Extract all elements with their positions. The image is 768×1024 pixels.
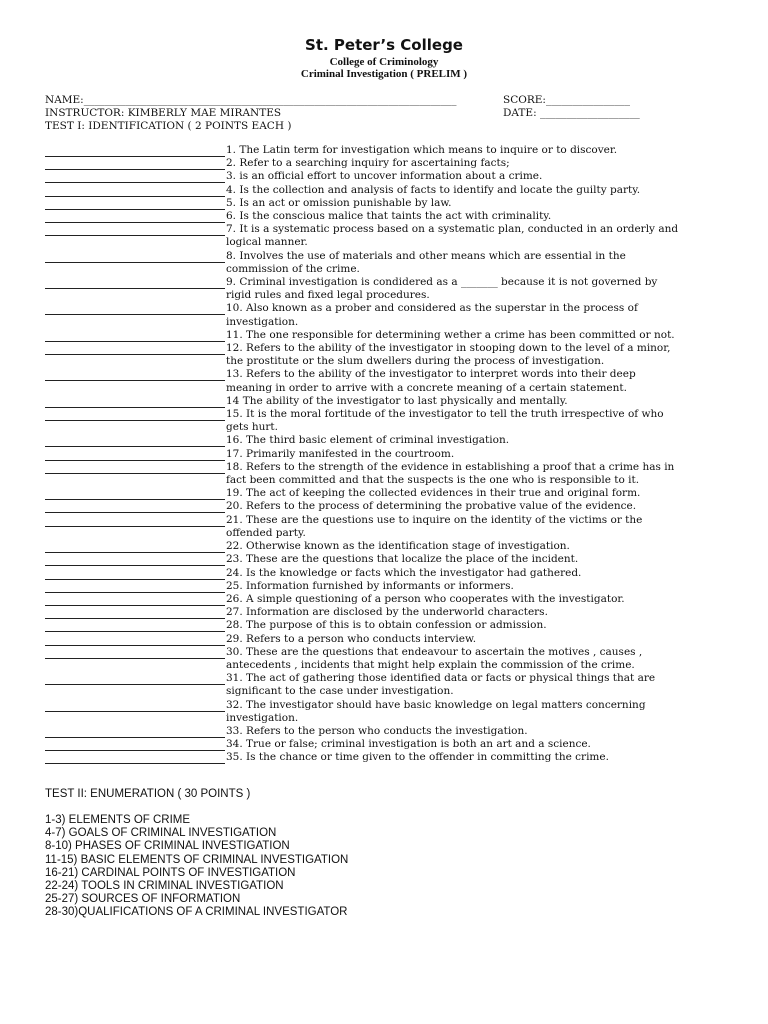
answer-blank[interactable] (45, 738, 225, 751)
answer-blank[interactable] (45, 197, 225, 210)
question-text: 11. The one responsible for determining wether a crime has been committed or not. (226, 328, 675, 341)
question-item (45, 580, 735, 593)
enumeration-item: 11-15) BASIC ELEMENTS OF CRIMINAL INVESTIGATION (45, 853, 349, 866)
answer-blank[interactable] (45, 580, 225, 593)
answer-blank[interactable] (45, 540, 225, 553)
question-item (45, 738, 735, 751)
name-row (45, 94, 725, 106)
question-text: 16. The third basic element of criminal investigation. (226, 434, 510, 447)
question-text: 33. Refers to the person who conducts the investigation. (226, 724, 528, 737)
enumeration-item: 8-10) PHASES OF CRIMINAL INVESTIGATION (45, 840, 290, 853)
question-item (45, 395, 735, 408)
enumeration-item: 1-3) ELEMENTS OF CRIME (45, 814, 191, 826)
question-text: 15. It is the moral fortitude of the investigator to tell the truth irrespective of who gets hurt. (226, 408, 664, 434)
answer-blank[interactable] (45, 184, 225, 197)
answer-blank[interactable] (45, 461, 225, 474)
question-text: 6. Is the conscious malice that taints the act with criminality. (226, 210, 552, 223)
question-item (45, 514, 735, 540)
question-item (45, 157, 735, 170)
question-item (45, 210, 735, 223)
enumeration-item: 16-21) CARDINAL POINTS OF INVESTIGATION (45, 866, 296, 879)
question-text: 34. True or false; criminal investigation is both an art and a science. (226, 738, 591, 751)
question-item (45, 144, 735, 157)
answer-blank[interactable] (45, 329, 225, 342)
question-text: 20. Refers to the process of determining the probative value of the evidence. (226, 500, 637, 513)
answer-blank[interactable] (45, 434, 225, 447)
answer-blank[interactable] (45, 487, 225, 500)
question-text: 9. Criminal investigation is condidered as a _______ because it is not governed by rigid rules and fixed legal procedures. (226, 276, 658, 302)
question-text: 35. Is the chance or time given to the offender in committing the crime. (226, 751, 609, 764)
question-text: 22. Otherwise known as the identification stage of investigation. (226, 540, 570, 553)
question-item (45, 408, 735, 434)
question-text: 4. Is the collection and analysis of facts to identify and locate the guilty party. (226, 183, 641, 196)
question-item (45, 487, 735, 500)
question-item (45, 276, 735, 302)
question-text: 7. It is a systematic process based on a systematic plan, conducted in an orderly and logical manner. (226, 223, 679, 249)
question-text: 1. The Latin term for investigation which means to inquire or to discover. (226, 144, 618, 156)
question-item (45, 448, 735, 461)
question-text: 5. Is an act or omission punishable by law. (226, 196, 452, 209)
answer-blank[interactable] (45, 567, 225, 580)
question-text: 25. Information furnished by informants or informers. (226, 579, 514, 592)
question-item (45, 184, 735, 197)
question-text: 19. The act of keeping the collected evidences in their true and original form. (226, 487, 641, 500)
enumeration-list (45, 814, 348, 920)
question-text: 18. Refers to the strength of the evidence in establishing a proof that a crime has in fact been committed and that the suspects is the one who is responsible to it. (226, 460, 675, 487)
answer-blank[interactable] (45, 144, 225, 157)
question-text: 24. Is the knowledge or facts which the investigator had gathered. (226, 566, 582, 579)
question-text: 32. The investigator should have basic knowledge on legal matters concerning investigation. (226, 698, 646, 724)
question-text: 30. These are the questions that endeavour to ascertain the motives , causes , antecedents , incidents that might help explain the commission of the crime. (226, 645, 643, 671)
question-item (45, 725, 735, 738)
question-text: 27. Information are disclosed by the underworld characters. (226, 606, 548, 619)
enumeration-item: 25-27) SOURCES OF INFORMATION (45, 893, 241, 906)
question-text: 8. Involves the use of materials and other means which are essential in the commission of the crime. (226, 249, 626, 275)
question-item (45, 672, 735, 698)
answer-blank[interactable] (45, 342, 225, 355)
college-name: College of Criminology (329, 56, 439, 68)
test1-heading: TEST I: IDENTIFICATION ( 2 POINTS EACH ) (45, 120, 292, 132)
answer-blank[interactable] (45, 514, 225, 527)
question-item (45, 368, 735, 394)
question-text: 28. The purpose of this is to obtain confession or admission. (226, 619, 547, 632)
answer-blank[interactable] (45, 500, 225, 513)
question-item (45, 434, 735, 447)
answer-blank[interactable] (45, 699, 225, 712)
answer-blank[interactable] (45, 250, 225, 263)
question-item (45, 646, 735, 672)
answer-blank[interactable] (45, 210, 225, 223)
question-item (45, 223, 735, 249)
answer-blank[interactable] (45, 619, 225, 632)
question-item (45, 619, 735, 632)
question-item (45, 500, 735, 513)
question-item (45, 302, 735, 328)
question-item (45, 250, 735, 276)
exam-title: Criminal Investigation ( PRELIM ) (300, 68, 468, 80)
date-field[interactable]: DATE: ___________________ (503, 107, 640, 119)
question-item (45, 329, 735, 342)
answer-blank[interactable] (45, 448, 225, 461)
question-item (45, 593, 735, 606)
question-item (45, 567, 735, 580)
answer-blank[interactable] (45, 553, 225, 566)
question-item (45, 606, 735, 619)
instructor-label: INSTRUCTOR: KIMBERLY MAE MIRANTES (45, 107, 282, 119)
name-field[interactable]: NAME:_______________________________________________________________________ (45, 94, 457, 106)
question-item (45, 699, 735, 725)
answer-blank[interactable] (45, 395, 225, 408)
question-text: 12. Refers to the ability of the investigator in stooping down to the level of a minor, the prostitute or the slum dwellers during the process of investigation. (226, 342, 671, 368)
answer-blank[interactable] (45, 633, 225, 646)
answer-blank[interactable] (45, 606, 225, 619)
school-name: St. Peter’s College (305, 36, 463, 54)
enumeration-item: 22-24) TOOLS IN CRIMINAL INVESTIGATION (45, 880, 284, 893)
question-text: 31. The act of gathering those identified data or facts or physical things that are significant to the case under investigation. (226, 672, 656, 698)
enumeration-item: 4-7) GOALS OF CRIMINAL INVESTIGATION (45, 827, 277, 840)
question-item (45, 170, 735, 183)
answer-blank[interactable] (45, 157, 225, 170)
answer-blank[interactable] (45, 751, 225, 764)
question-text: 29. Refers to a person who conducts interview. (226, 632, 477, 645)
instructor-row (45, 107, 725, 119)
question-text: 23. These are the questions that localize the place of the incident. (226, 553, 579, 566)
question-text: 14 The ability of the investigator to last physically and mentally. (226, 394, 568, 407)
answer-blank[interactable] (45, 672, 225, 685)
test2-heading: TEST II: ENUMERATION ( 30 POINTS ) (45, 788, 251, 800)
question-item (45, 751, 735, 764)
question-item (45, 540, 735, 553)
question-text: 26. A simple questioning of a person who cooperates with the investigator. (226, 592, 625, 605)
answer-blank[interactable] (45, 368, 225, 381)
question-item (45, 553, 735, 566)
enumeration-item: 28-30)QUALIFICATIONS OF A CRIMINAL INVESTIGATOR (45, 906, 348, 919)
answer-blank[interactable] (45, 302, 225, 315)
question-text: 2. Refer to a searching inquiry for ascertaining facts; (226, 157, 510, 170)
answer-blank[interactable] (45, 725, 225, 738)
score-field[interactable]: SCORE:________________ (503, 94, 630, 106)
answer-blank[interactable] (45, 593, 225, 606)
question-text: 21. These are the questions use to inquire on the identity of the victims or the offended party. (226, 513, 643, 539)
identification-list (45, 144, 735, 765)
answer-blank[interactable] (45, 223, 225, 236)
question-text: 10. Also known as a prober and considered as the superstar in the process of investigation. (226, 302, 638, 328)
answer-blank[interactable] (45, 170, 225, 183)
question-text: 17. Primarily manifested in the courtroom. (226, 447, 455, 460)
answer-blank[interactable] (45, 646, 225, 659)
question-text: 13. Refers to the ability of the investigator to interpret words into their deep meaning in order to arrive with a concrete meaning of a certain statement. (226, 368, 636, 394)
question-item (45, 633, 735, 646)
answer-blank[interactable] (45, 408, 225, 421)
question-item (45, 342, 735, 368)
question-text: 3. is an official effort to uncover information about a crime. (226, 170, 543, 183)
question-item (45, 461, 735, 487)
answer-blank[interactable] (45, 276, 225, 289)
question-item (45, 197, 735, 210)
